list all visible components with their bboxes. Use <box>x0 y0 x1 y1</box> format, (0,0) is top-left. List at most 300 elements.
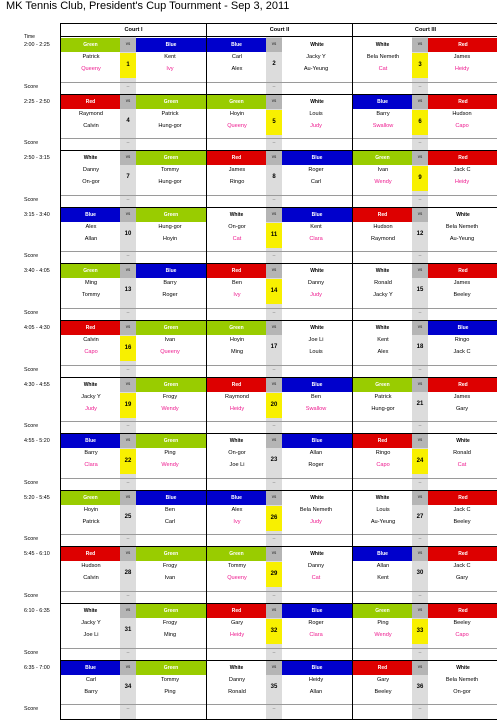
score-divider <box>207 591 352 592</box>
score-dash: -- <box>126 593 130 598</box>
player-name: Ming <box>230 349 244 355</box>
player-name: Tommy <box>81 292 101 299</box>
player-name: Hoyin <box>162 235 178 242</box>
team-header-left: White <box>61 604 120 618</box>
player-name: Judy <box>85 405 97 412</box>
player-name: Bela Nemeth <box>299 506 333 513</box>
score-label: Score <box>24 366 39 373</box>
player-name: Cat <box>378 66 388 72</box>
player-name: Danny <box>228 676 246 683</box>
player-name: Calvin <box>83 122 99 129</box>
team-header-left: Blue <box>61 208 120 222</box>
team-header-left: White <box>61 151 120 165</box>
team-header-right: Blue <box>282 151 352 165</box>
team-header-right: White <box>428 434 497 448</box>
player-name: Gary <box>230 620 244 626</box>
vs-label: vs <box>120 321 136 335</box>
match-number: 4 <box>126 117 130 124</box>
vs-label: vs <box>266 38 282 52</box>
player-name: Louis <box>309 349 323 355</box>
match-number: 25 <box>124 513 132 520</box>
vs-label: vs <box>412 38 428 52</box>
vs-label: vs <box>412 151 428 165</box>
team-header-right: Green <box>136 434 206 448</box>
player-name: Heidy <box>229 405 245 412</box>
team-header-right: White <box>428 208 497 222</box>
team-header-right: White <box>282 491 352 505</box>
team-header-right: Red <box>428 604 497 618</box>
score-divider <box>207 365 352 366</box>
player-name: Jack C <box>453 167 471 174</box>
match-number: 28 <box>124 570 132 577</box>
vs-label: vs <box>120 264 136 278</box>
team-header-right: Blue <box>282 378 352 392</box>
vs-label: vs <box>120 547 136 561</box>
score-dash: -- <box>126 83 130 89</box>
player-name: Tommy <box>160 167 180 174</box>
player-name: Wendy <box>374 632 392 638</box>
player-name: Danny <box>307 563 325 570</box>
player-name: Bela Nemeth <box>445 676 479 683</box>
score-dash: -- <box>418 83 422 89</box>
match-number: 31 <box>124 627 132 633</box>
vs-label: vs <box>412 321 428 335</box>
team-header-left: Red <box>353 208 412 222</box>
player-name: Hudson <box>452 110 472 117</box>
player-name: Carl <box>85 676 97 683</box>
vs-label: vs <box>412 264 428 278</box>
team-header-left: Blue <box>61 661 120 675</box>
player-name: Heidy <box>308 676 324 683</box>
score-divider <box>207 82 352 83</box>
team-header-left: Red <box>353 434 412 448</box>
score-dash: -- <box>418 140 422 146</box>
team-header-left: Green <box>61 264 120 278</box>
court-panel <box>60 23 207 720</box>
player-name: On-gor <box>228 223 246 230</box>
score-divider <box>207 421 352 422</box>
time-column-header: Time <box>24 34 35 40</box>
player-name: Clara <box>309 235 323 242</box>
player-name: James <box>228 167 246 174</box>
player-name: Kent <box>377 575 389 582</box>
player-name: Ronald <box>374 280 392 287</box>
score-dash: -- <box>126 310 130 315</box>
team-header-right: White <box>282 321 352 335</box>
score-label: Score <box>24 196 39 203</box>
player-name: Heidy <box>454 66 470 72</box>
player-name: Swallow <box>305 405 327 412</box>
match-number: 30 <box>416 570 424 577</box>
player-name: Ben <box>311 393 321 400</box>
team-header-left: Red <box>207 151 266 165</box>
player-name: Jack C <box>453 349 471 355</box>
team-header-left: Blue <box>207 491 266 505</box>
player-name: Ping <box>377 620 389 626</box>
player-name: Queeny <box>227 122 247 129</box>
player-name: Patrick <box>82 518 100 525</box>
player-name: Clara <box>309 632 323 638</box>
player-name: Ping <box>164 688 176 695</box>
team-header-left: Green <box>353 604 412 618</box>
player-name: Heidy <box>229 632 245 638</box>
score-divider <box>353 534 497 535</box>
player-name: Carl <box>231 54 243 60</box>
score-divider <box>61 251 206 252</box>
player-name: Ivan <box>164 337 176 343</box>
score-dash: -- <box>272 423 276 429</box>
team-header-right: Blue <box>136 264 206 278</box>
player-name: Frogy <box>162 620 178 626</box>
player-name: Ringo <box>454 337 470 343</box>
match-number: 1 <box>120 53 136 78</box>
player-name: Ivan <box>164 575 176 582</box>
score-dash: -- <box>126 706 130 712</box>
player-name: Cat <box>457 462 467 469</box>
player-name: Allan <box>309 688 323 695</box>
match-number: 12 <box>416 230 424 237</box>
player-name: Carl <box>164 518 176 525</box>
score-divider <box>207 704 352 705</box>
slot-time: 2:50 - 3:15 <box>24 155 50 162</box>
match-number: 22 <box>120 449 136 474</box>
vs-label: vs <box>266 378 282 392</box>
slot-time: 2:00 - 2:25 <box>24 42 50 48</box>
player-name: Hung-gor <box>158 122 182 129</box>
team-header-right: White <box>282 38 352 52</box>
match-number: 3 <box>412 53 428 78</box>
match-number: 9 <box>412 166 428 191</box>
vs-label: vs <box>120 661 136 675</box>
team-header-right: Green <box>136 547 206 561</box>
player-name: Ivy <box>233 292 241 299</box>
team-header-right: White <box>282 264 352 278</box>
match-number: 20 <box>266 393 282 418</box>
player-name: Heidy <box>454 179 470 186</box>
player-name: Hung-gor <box>371 405 395 412</box>
player-name: Ben <box>165 506 175 513</box>
team-header-right: Red <box>428 151 497 165</box>
score-dash: -- <box>272 310 276 315</box>
match-number: 17 <box>270 344 278 350</box>
slot-time: 6:10 - 6:35 <box>24 608 50 614</box>
vs-label: vs <box>266 95 282 109</box>
score-label: Score <box>24 649 39 656</box>
score-label: Score <box>24 253 39 260</box>
vs-label: vs <box>120 604 136 618</box>
score-divider <box>61 591 206 592</box>
score-divider <box>353 251 497 252</box>
slot-time: 4:05 - 4:30 <box>24 325 50 331</box>
score-divider <box>353 704 497 705</box>
score-dash: -- <box>418 366 422 372</box>
vs-label: vs <box>120 95 136 109</box>
player-name: Ming <box>84 280 98 287</box>
player-name: Patrick <box>374 393 392 400</box>
vs-label: vs <box>120 151 136 165</box>
player-name: Wendy <box>161 405 179 412</box>
player-name: Alex <box>231 66 243 72</box>
player-name: James <box>453 280 471 287</box>
match-number: 7 <box>126 174 130 181</box>
player-name: Jacky Y <box>81 393 101 400</box>
team-header-right: Green <box>136 378 206 392</box>
score-divider <box>353 138 497 139</box>
player-name: Barry <box>84 688 98 695</box>
player-name: Beeley <box>374 688 392 695</box>
score-divider <box>61 195 206 196</box>
score-dash: -- <box>272 83 276 89</box>
vs-label: vs <box>412 547 428 561</box>
score-dash: -- <box>272 366 276 372</box>
team-header-right: Green <box>136 321 206 335</box>
player-name: Joe Li <box>229 462 245 469</box>
score-divider <box>353 421 497 422</box>
team-header-right: Blue <box>136 491 206 505</box>
team-header-left: Red <box>353 661 412 675</box>
team-header-left: White <box>353 321 412 335</box>
score-divider <box>207 251 352 252</box>
slot-time: 3:40 - 4:05 <box>24 268 50 275</box>
score-dash: -- <box>126 140 130 146</box>
player-name: Gary <box>376 676 390 683</box>
score-dash: -- <box>418 593 422 598</box>
team-header-left: Red <box>207 378 266 392</box>
player-name: Frogy <box>162 393 178 400</box>
team-header-left: White <box>61 378 120 392</box>
player-name: Capo <box>455 632 469 638</box>
player-name: Clara <box>84 462 98 469</box>
score-dash: -- <box>272 253 276 259</box>
score-divider <box>61 478 206 479</box>
vs-label: vs <box>266 151 282 165</box>
score-divider <box>61 648 206 649</box>
match-number: 26 <box>266 506 282 531</box>
player-name: Au-Yeung <box>370 518 396 525</box>
player-name: Jack C <box>453 506 471 513</box>
score-dash: -- <box>126 253 130 259</box>
player-name: Barry <box>163 280 177 287</box>
vs-label: vs <box>266 321 282 335</box>
score-label: Score <box>24 536 39 543</box>
team-header-left: Green <box>207 321 266 335</box>
vs-label: vs <box>412 378 428 392</box>
score-label: Score <box>24 479 39 486</box>
score-dash: -- <box>126 649 130 655</box>
team-header-right: Red <box>428 264 497 278</box>
team-header-left: Red <box>207 604 266 618</box>
score-dash: -- <box>418 196 422 202</box>
team-header-left: Green <box>353 151 412 165</box>
court-heading: Court I <box>61 24 206 37</box>
player-name: Wendy <box>374 179 392 186</box>
player-name: Barry <box>376 110 390 117</box>
player-name: Kent <box>164 54 176 60</box>
score-divider <box>353 478 497 479</box>
score-divider <box>207 138 352 139</box>
player-name: Ivy <box>233 518 241 525</box>
score-divider <box>61 365 206 366</box>
team-header-left: Green <box>207 95 266 109</box>
slot-time: 5:45 - 6:10 <box>24 551 50 558</box>
player-name: Swallow <box>372 122 394 129</box>
score-divider <box>353 308 497 309</box>
score-label: Score <box>24 706 39 713</box>
score-dash: -- <box>418 310 422 315</box>
score-divider <box>61 138 206 139</box>
slot-time: 4:55 - 5:20 <box>24 438 50 445</box>
match-number: 6 <box>412 110 428 135</box>
match-number: 15 <box>416 287 424 294</box>
score-divider <box>207 648 352 649</box>
player-name: Joe Li <box>83 632 99 638</box>
player-name: Ringo <box>375 450 391 457</box>
player-name: Hung-gor <box>158 223 182 230</box>
team-header-right: Green <box>136 661 206 675</box>
score-label: Score <box>24 423 39 430</box>
team-header-right: White <box>428 661 497 675</box>
player-name: Louis <box>376 506 390 513</box>
slot-time: 4:30 - 4:55 <box>24 381 50 388</box>
score-divider <box>353 365 497 366</box>
score-divider <box>353 195 497 196</box>
player-name: Au-Yeung <box>449 235 475 242</box>
team-header-right: Red <box>428 95 497 109</box>
team-header-right: Blue <box>136 38 206 52</box>
team-header-right: White <box>282 547 352 561</box>
player-name: Patrick <box>161 110 179 117</box>
player-name: Hoyin <box>229 110 245 117</box>
player-name: On-gor <box>228 450 246 457</box>
player-name: Roger <box>308 620 324 626</box>
team-header-right: Red <box>428 38 497 52</box>
team-header-right: Red <box>428 378 497 392</box>
score-divider <box>353 591 497 592</box>
match-number: 36 <box>416 683 424 690</box>
player-name: Cat <box>232 235 242 242</box>
player-name: Bela Nemeth <box>366 54 400 60</box>
player-name: Hoyin <box>229 337 245 343</box>
team-header-right: Green <box>136 604 206 618</box>
team-header-left: Red <box>61 321 120 335</box>
team-header-left: Blue <box>353 547 412 561</box>
match-number: 10 <box>124 230 132 237</box>
team-header-right: Green <box>136 151 206 165</box>
slot-time: 5:20 - 5:45 <box>24 494 50 501</box>
score-divider <box>61 421 206 422</box>
team-header-right: Blue <box>428 321 497 335</box>
player-name: Barry <box>84 450 98 457</box>
court-panel <box>352 23 497 720</box>
player-name: Capo <box>84 349 98 355</box>
score-divider <box>207 308 352 309</box>
team-header-left: Red <box>61 547 120 561</box>
score-dash: -- <box>418 479 422 485</box>
player-name: Kent <box>310 223 322 230</box>
player-name: Frogy <box>162 563 178 570</box>
player-name: Gary <box>455 575 469 582</box>
vs-label: vs <box>266 604 282 618</box>
player-name: Patrick <box>82 54 100 60</box>
match-number: 32 <box>266 619 282 644</box>
player-name: Allan <box>376 563 390 570</box>
team-header-left: White <box>207 208 266 222</box>
player-name: Ringo <box>229 179 245 186</box>
score-divider <box>353 82 497 83</box>
score-dash: -- <box>418 536 422 542</box>
player-name: James <box>453 393 471 400</box>
player-name: Alex <box>231 506 243 513</box>
player-name: Alex <box>85 223 97 230</box>
player-name: Wendy <box>161 462 179 469</box>
player-name: Queeny <box>227 575 247 582</box>
match-number: 21 <box>416 400 424 407</box>
player-name: Bela Nemeth <box>445 223 479 230</box>
match-number: 11 <box>266 223 282 248</box>
court-heading: Court III <box>353 24 497 37</box>
player-name: Danny <box>307 280 325 287</box>
page-title: MK Tennis Club, President's Cup Tournment - Sep 3, 2011 <box>6 0 290 12</box>
score-dash: -- <box>126 536 130 542</box>
match-number: 29 <box>266 562 282 587</box>
team-header-right: Green <box>136 208 206 222</box>
score-dash: -- <box>272 593 276 598</box>
player-name: Roger <box>162 292 178 299</box>
player-name: Roger <box>308 167 324 174</box>
player-name: Jacky Y <box>373 292 393 299</box>
player-name: Beeley <box>453 292 471 299</box>
player-name: Raymond <box>79 110 103 117</box>
player-name: Hoyin <box>83 506 99 513</box>
player-name: Tommy <box>160 676 180 683</box>
match-number: 13 <box>124 287 132 294</box>
score-divider <box>207 478 352 479</box>
score-label: Score <box>24 310 39 316</box>
vs-label: vs <box>120 38 136 52</box>
match-number: 18 <box>416 344 424 350</box>
match-number: 2 <box>272 61 276 67</box>
score-label: Score <box>24 593 39 599</box>
player-name: Jacky Y <box>81 620 101 626</box>
player-name: Hudson <box>81 563 101 570</box>
player-name: Au-Yeung <box>303 66 329 72</box>
team-header-left: White <box>207 434 266 448</box>
vs-label: vs <box>266 491 282 505</box>
player-name: Gary <box>455 405 469 412</box>
player-name: Jacky Y <box>306 54 326 60</box>
team-header-left: White <box>207 661 266 675</box>
score-divider <box>207 534 352 535</box>
team-header-left: Green <box>207 547 266 561</box>
team-header-left: White <box>353 38 412 52</box>
score-dash: -- <box>126 196 130 202</box>
score-dash: -- <box>272 649 276 655</box>
player-name: Beeley <box>453 518 471 525</box>
slot-time: 3:15 - 3:40 <box>24 211 50 218</box>
player-name: Allan <box>309 450 323 457</box>
player-name: Ping <box>164 450 176 457</box>
player-name: Judy <box>310 292 322 299</box>
team-header-right: Blue <box>282 434 352 448</box>
team-header-left: Blue <box>353 95 412 109</box>
score-dash: -- <box>126 479 130 485</box>
player-name: Judy <box>310 122 322 129</box>
player-name: Beeley <box>453 620 471 626</box>
score-label: Score <box>24 83 39 90</box>
score-dash: -- <box>418 649 422 655</box>
match-number: 8 <box>272 174 276 181</box>
court-heading: Court II <box>207 24 352 37</box>
